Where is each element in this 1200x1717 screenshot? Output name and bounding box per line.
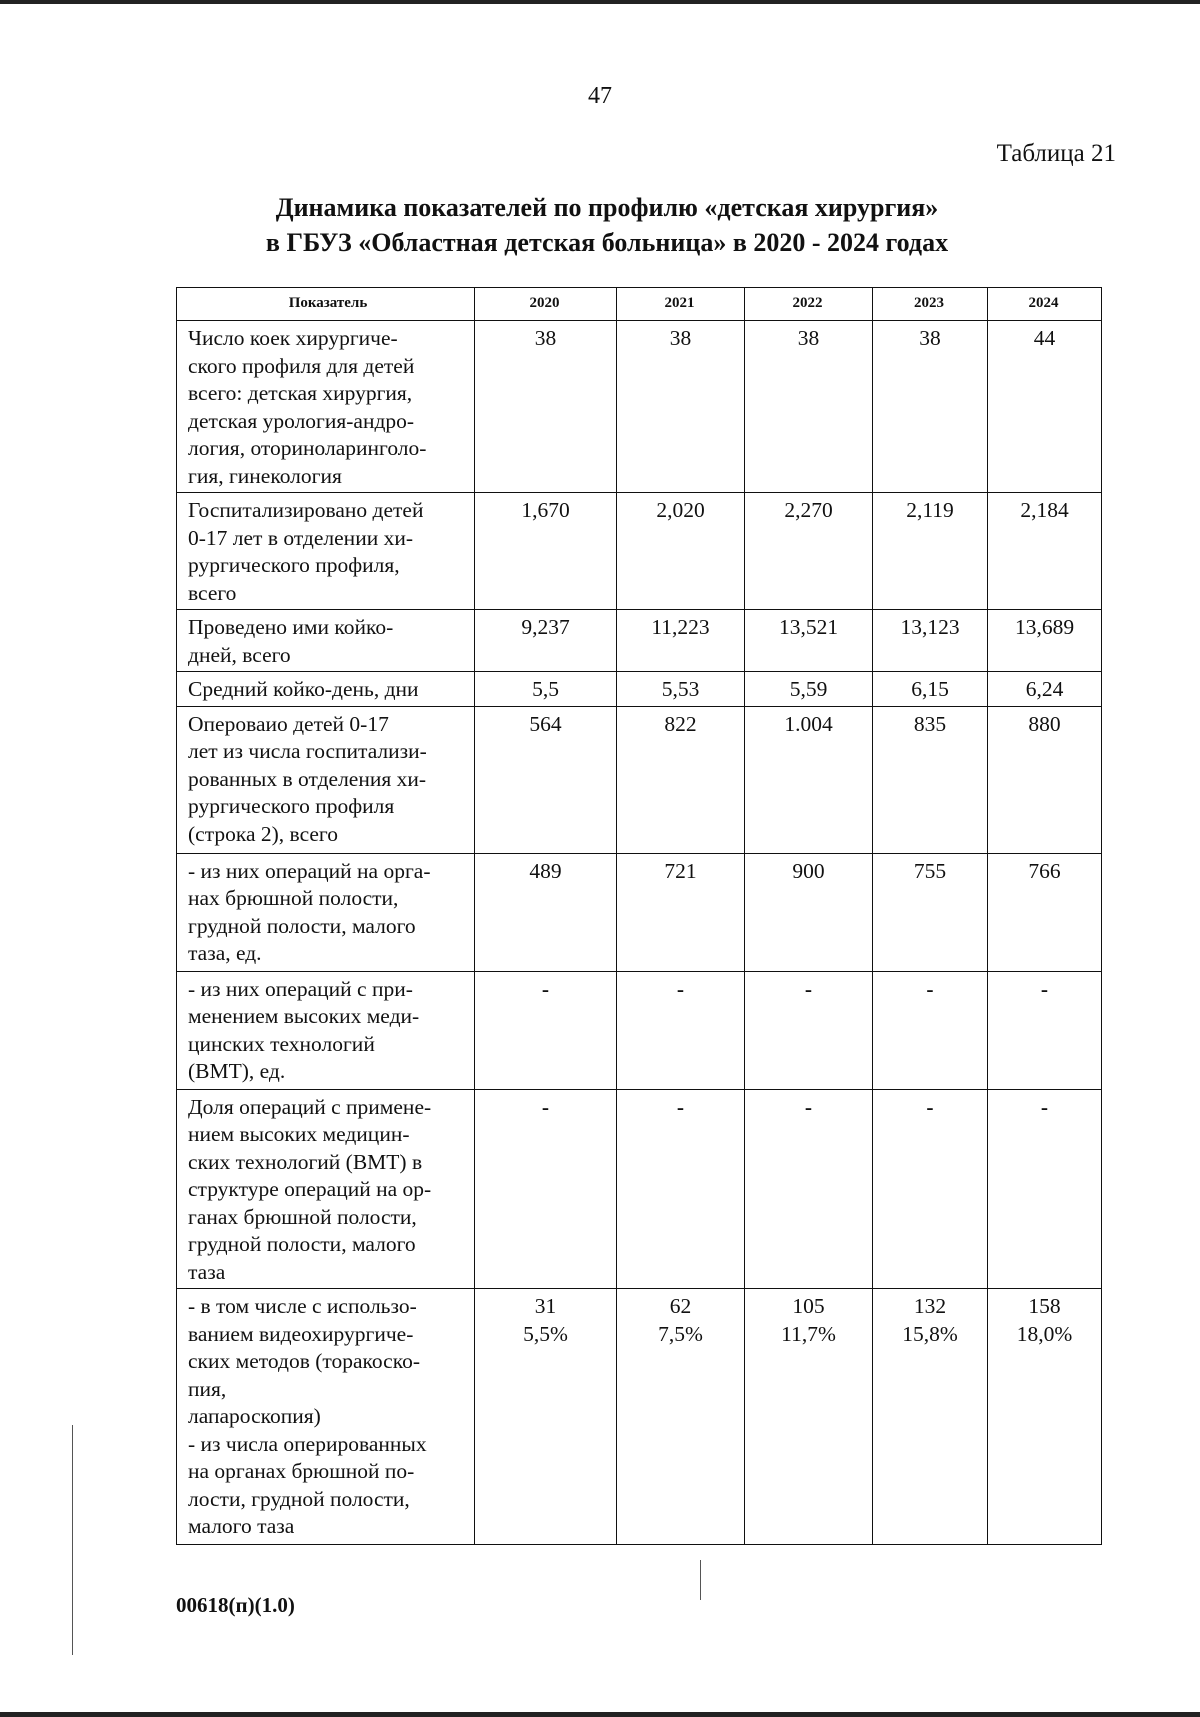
cell-value-text: 489 [529, 858, 562, 883]
page-top-edge-line [0, 0, 1200, 4]
cell-value-2024 [988, 1289, 1102, 1545]
row-label-line: - из них операций на орга- [188, 858, 431, 883]
cell-value-2021 [617, 971, 745, 1089]
cell-value-2020 [475, 672, 617, 707]
cell-value-2022 [745, 971, 873, 1089]
cell-value-text: 2,119 [906, 498, 954, 522]
table-row [177, 971, 1102, 1089]
title-line-1: Динамика показателей по профилю «детская хирургия» [275, 193, 939, 222]
cell-value-text: 13,689 [1014, 615, 1075, 639]
cell-value-2024 [988, 610, 1102, 672]
cell-value-2022 [745, 610, 873, 672]
row-label-line: детская урология-андро- [188, 408, 415, 433]
cell-value-text: 900 [792, 858, 825, 883]
cell-value-2023 [873, 321, 988, 493]
title-line-2: в ГБУЗ «Областная детская больница» в 2020 - 2024 годах [265, 228, 949, 257]
cell-value-text: 6,24 [1025, 677, 1064, 701]
row-label-line: малого таза [188, 1514, 295, 1538]
cell-value-2022 [745, 672, 873, 707]
table-body [177, 321, 1102, 1545]
cell-value-text: 13,521 [778, 615, 839, 639]
row-label-line: - из числа оперированных [188, 1431, 427, 1456]
cell-value-2020 [475, 853, 617, 971]
row-label-line: ского профиля для детей [188, 353, 415, 378]
row-label-line: пия, [188, 1376, 227, 1401]
cell-value-2024 [988, 493, 1102, 610]
cell-value-2024 [988, 971, 1102, 1089]
row-label [177, 853, 475, 971]
cell-value-2020 [475, 971, 617, 1089]
row-label-line: 0-17 лет в отделении хи- [188, 525, 413, 550]
cell-percent-text: 15,8% [902, 1321, 958, 1346]
table-row [177, 672, 1102, 707]
cell-value-2020 [475, 321, 617, 493]
cell-value-text: 1.004 [784, 711, 833, 736]
row-label [177, 706, 475, 853]
cell-value-text: 835 [913, 711, 947, 736]
row-label-line: грудной полости, малого [188, 1232, 416, 1256]
cell-value-text: 2,184 [1020, 498, 1069, 522]
cell-value-text: 2,020 [656, 498, 705, 522]
cell-percent-text: 18,0% [1016, 1321, 1073, 1346]
cell-value-2022 [745, 493, 873, 610]
row-label-line: Проведено ими койко- [188, 615, 394, 639]
cell-value-2024 [988, 1089, 1102, 1289]
row-label-line: (ВМТ), ед. [188, 1059, 286, 1083]
cell-value-2021 [617, 1289, 745, 1545]
cell-value-2022 [745, 321, 873, 493]
cell-value-2023 [873, 1089, 988, 1289]
cell-value-2023 [873, 672, 988, 707]
row-label-line: лет из числа госпитализи- [188, 739, 427, 763]
header-year-2024: 2024 [988, 288, 1102, 321]
row-label-line: Госпитализировано детей [188, 498, 424, 522]
row-label-line: цинских технологий [188, 1031, 375, 1056]
row-label-line: дней, всего [188, 642, 291, 667]
row-label-line: нием высоких медицин- [188, 1122, 410, 1146]
table-row [177, 321, 1102, 493]
cell-percent-text: 11,7% [781, 1321, 836, 1346]
table-label: Таблица 21 [996, 140, 1116, 167]
cell-value-2020 [475, 1289, 617, 1545]
cell-value-text: 11,223 [651, 615, 710, 639]
row-label [177, 672, 475, 707]
row-label-line: ганах брюшной полости, [188, 1204, 417, 1229]
cell-value-2020 [475, 706, 617, 853]
header-year-2023: 2023 [873, 288, 988, 321]
table-row [177, 853, 1102, 971]
cell-value-text: 132 [913, 1294, 947, 1318]
table-row [177, 1289, 1102, 1545]
cell-value-2022 [745, 706, 873, 853]
row-label-line: ских технологий (ВМТ) в [188, 1149, 423, 1174]
row-label-line: лости, грудной полости, [188, 1486, 410, 1511]
cell-value-2023 [873, 853, 988, 971]
cell-percent-text: 7,5% [658, 1321, 703, 1346]
cell-value-text: 2,270 [784, 498, 833, 522]
cell-value-text: 38 [919, 326, 941, 350]
cell-value-2021 [617, 321, 745, 493]
cell-value-2021 [617, 610, 745, 672]
cell-value-2024 [988, 321, 1102, 493]
cell-value-text: 62 [669, 1294, 692, 1318]
row-label-line: на органах брюшной по- [188, 1459, 415, 1483]
cell-value-text: 6,15 [911, 677, 949, 701]
row-label [177, 610, 475, 672]
row-label-line: логия, оториноларинголо- [188, 436, 427, 460]
cell-percent-text: 5,5% [523, 1321, 568, 1346]
row-label-line: лапароскопия) [188, 1404, 321, 1428]
cell-value-text: - [1040, 1094, 1049, 1119]
row-label-line: (строка 2), всего [188, 821, 338, 846]
cell-value-2021 [617, 706, 745, 853]
cell-value-text: 38 [669, 326, 692, 350]
cell-value-text: 13,123 [900, 615, 960, 639]
document-title [176, 190, 1038, 260]
table-row [177, 493, 1102, 610]
row-label-line: таза [188, 1259, 226, 1284]
scan-margin-mark [72, 1425, 73, 1655]
page-number: 47 [588, 83, 612, 109]
header-year-2022: 2022 [745, 288, 873, 321]
cell-value-text: 721 [664, 858, 697, 883]
row-label [177, 1089, 475, 1289]
cell-value-2024 [988, 706, 1102, 853]
cell-value-2023 [873, 971, 988, 1089]
row-label [177, 321, 475, 493]
cell-value-text: 755 [913, 858, 947, 883]
cell-value-2020 [475, 1089, 617, 1289]
cell-value-text: - [1040, 976, 1049, 1001]
table-row [177, 1089, 1102, 1289]
cell-value-2021 [617, 672, 745, 707]
row-label-line: всего: детская хирургия, [188, 381, 413, 405]
row-label-line: Опероваио детей 0-17 [188, 711, 389, 736]
cell-value-2023 [873, 706, 988, 853]
cell-value-text: 5,53 [661, 677, 700, 701]
footer-document-code: 00618(п)(1.0) [176, 1593, 295, 1617]
cell-value-text: 564 [529, 711, 562, 736]
cell-value-2021 [617, 493, 745, 610]
cell-value-text: - [926, 976, 934, 1001]
cell-value-text: 880 [1028, 711, 1061, 736]
row-label-line: структуре операций на ор- [188, 1177, 432, 1201]
cell-value-2023 [873, 493, 988, 610]
row-label-line: таза, ед. [188, 941, 262, 965]
row-label-line: ских методов (торакоско- [188, 1349, 420, 1373]
cell-value-text: - [541, 976, 550, 1001]
cell-value-text: 5,59 [789, 677, 828, 701]
cell-value-text: 766 [1028, 858, 1061, 883]
row-label-line: - из них операций с при- [188, 976, 413, 1001]
row-label-line: гия, гинекология [188, 463, 342, 488]
cell-value-text: 44 [1033, 326, 1056, 350]
cell-value-2020 [475, 610, 617, 672]
page-bottom-edge-line [0, 1712, 1200, 1717]
cell-value-2020 [475, 493, 617, 610]
table-row [177, 610, 1102, 672]
indicators-table [176, 287, 1102, 1545]
cell-value-2024 [988, 672, 1102, 707]
cell-value-text: - [926, 1094, 934, 1119]
row-label-line: всего [188, 580, 237, 605]
cell-value-2021 [617, 853, 745, 971]
row-label-line: Средний койко-день, дни [188, 677, 419, 701]
row-label-line: - в том числе с использо- [188, 1294, 417, 1318]
row-label-line: менением высоких меди- [188, 1004, 420, 1028]
cell-value-text: 105 [792, 1294, 825, 1318]
cell-value-text: 158 [1028, 1294, 1061, 1318]
table-header-row [177, 288, 1102, 321]
cell-value-2023 [873, 610, 988, 672]
cell-value-2022 [745, 1089, 873, 1289]
table-row [177, 706, 1102, 853]
cell-value-2021 [617, 1089, 745, 1289]
cell-value-text: 1,670 [521, 498, 570, 522]
cell-value-2022 [745, 1289, 873, 1545]
row-label-line: грудной полости, малого [188, 913, 416, 938]
cell-value-text: - [676, 976, 685, 1001]
header-year-2020: 2020 [475, 288, 617, 321]
header-year-2021: 2021 [617, 288, 745, 321]
cell-value-text: - [541, 1094, 550, 1119]
cell-value-text: 38 [797, 326, 820, 350]
row-label [177, 493, 475, 610]
row-label-line: рургического профиля, [188, 553, 400, 577]
row-label-line: Доля операций с примене- [188, 1094, 432, 1119]
cell-value-2022 [745, 853, 873, 971]
cell-value-text: - [676, 1094, 685, 1119]
cell-value-2024 [988, 853, 1102, 971]
scan-artifact-mark [700, 1560, 701, 1600]
row-label-line: ванием видеохирургиче- [188, 1321, 414, 1346]
row-label-line: нах брюшной полости, [188, 886, 399, 910]
row-label-line: рованных в отделения хи- [188, 766, 427, 791]
row-label [177, 971, 475, 1089]
header-indicator: Показатель [177, 288, 475, 321]
cell-value-2023 [873, 1289, 988, 1545]
row-label-line: Число коек хирургиче- [188, 326, 398, 350]
cell-value-text: 822 [664, 711, 697, 736]
cell-value-text: 9,237 [521, 615, 570, 639]
row-label-line: рургического профиля [188, 794, 395, 818]
cell-value-text: - [804, 976, 813, 1001]
cell-value-text: 38 [534, 326, 557, 350]
cell-value-text: 31 [534, 1294, 557, 1318]
row-label [177, 1289, 475, 1545]
cell-value-text: 5,5 [532, 677, 559, 701]
cell-value-text: - [804, 1094, 813, 1119]
